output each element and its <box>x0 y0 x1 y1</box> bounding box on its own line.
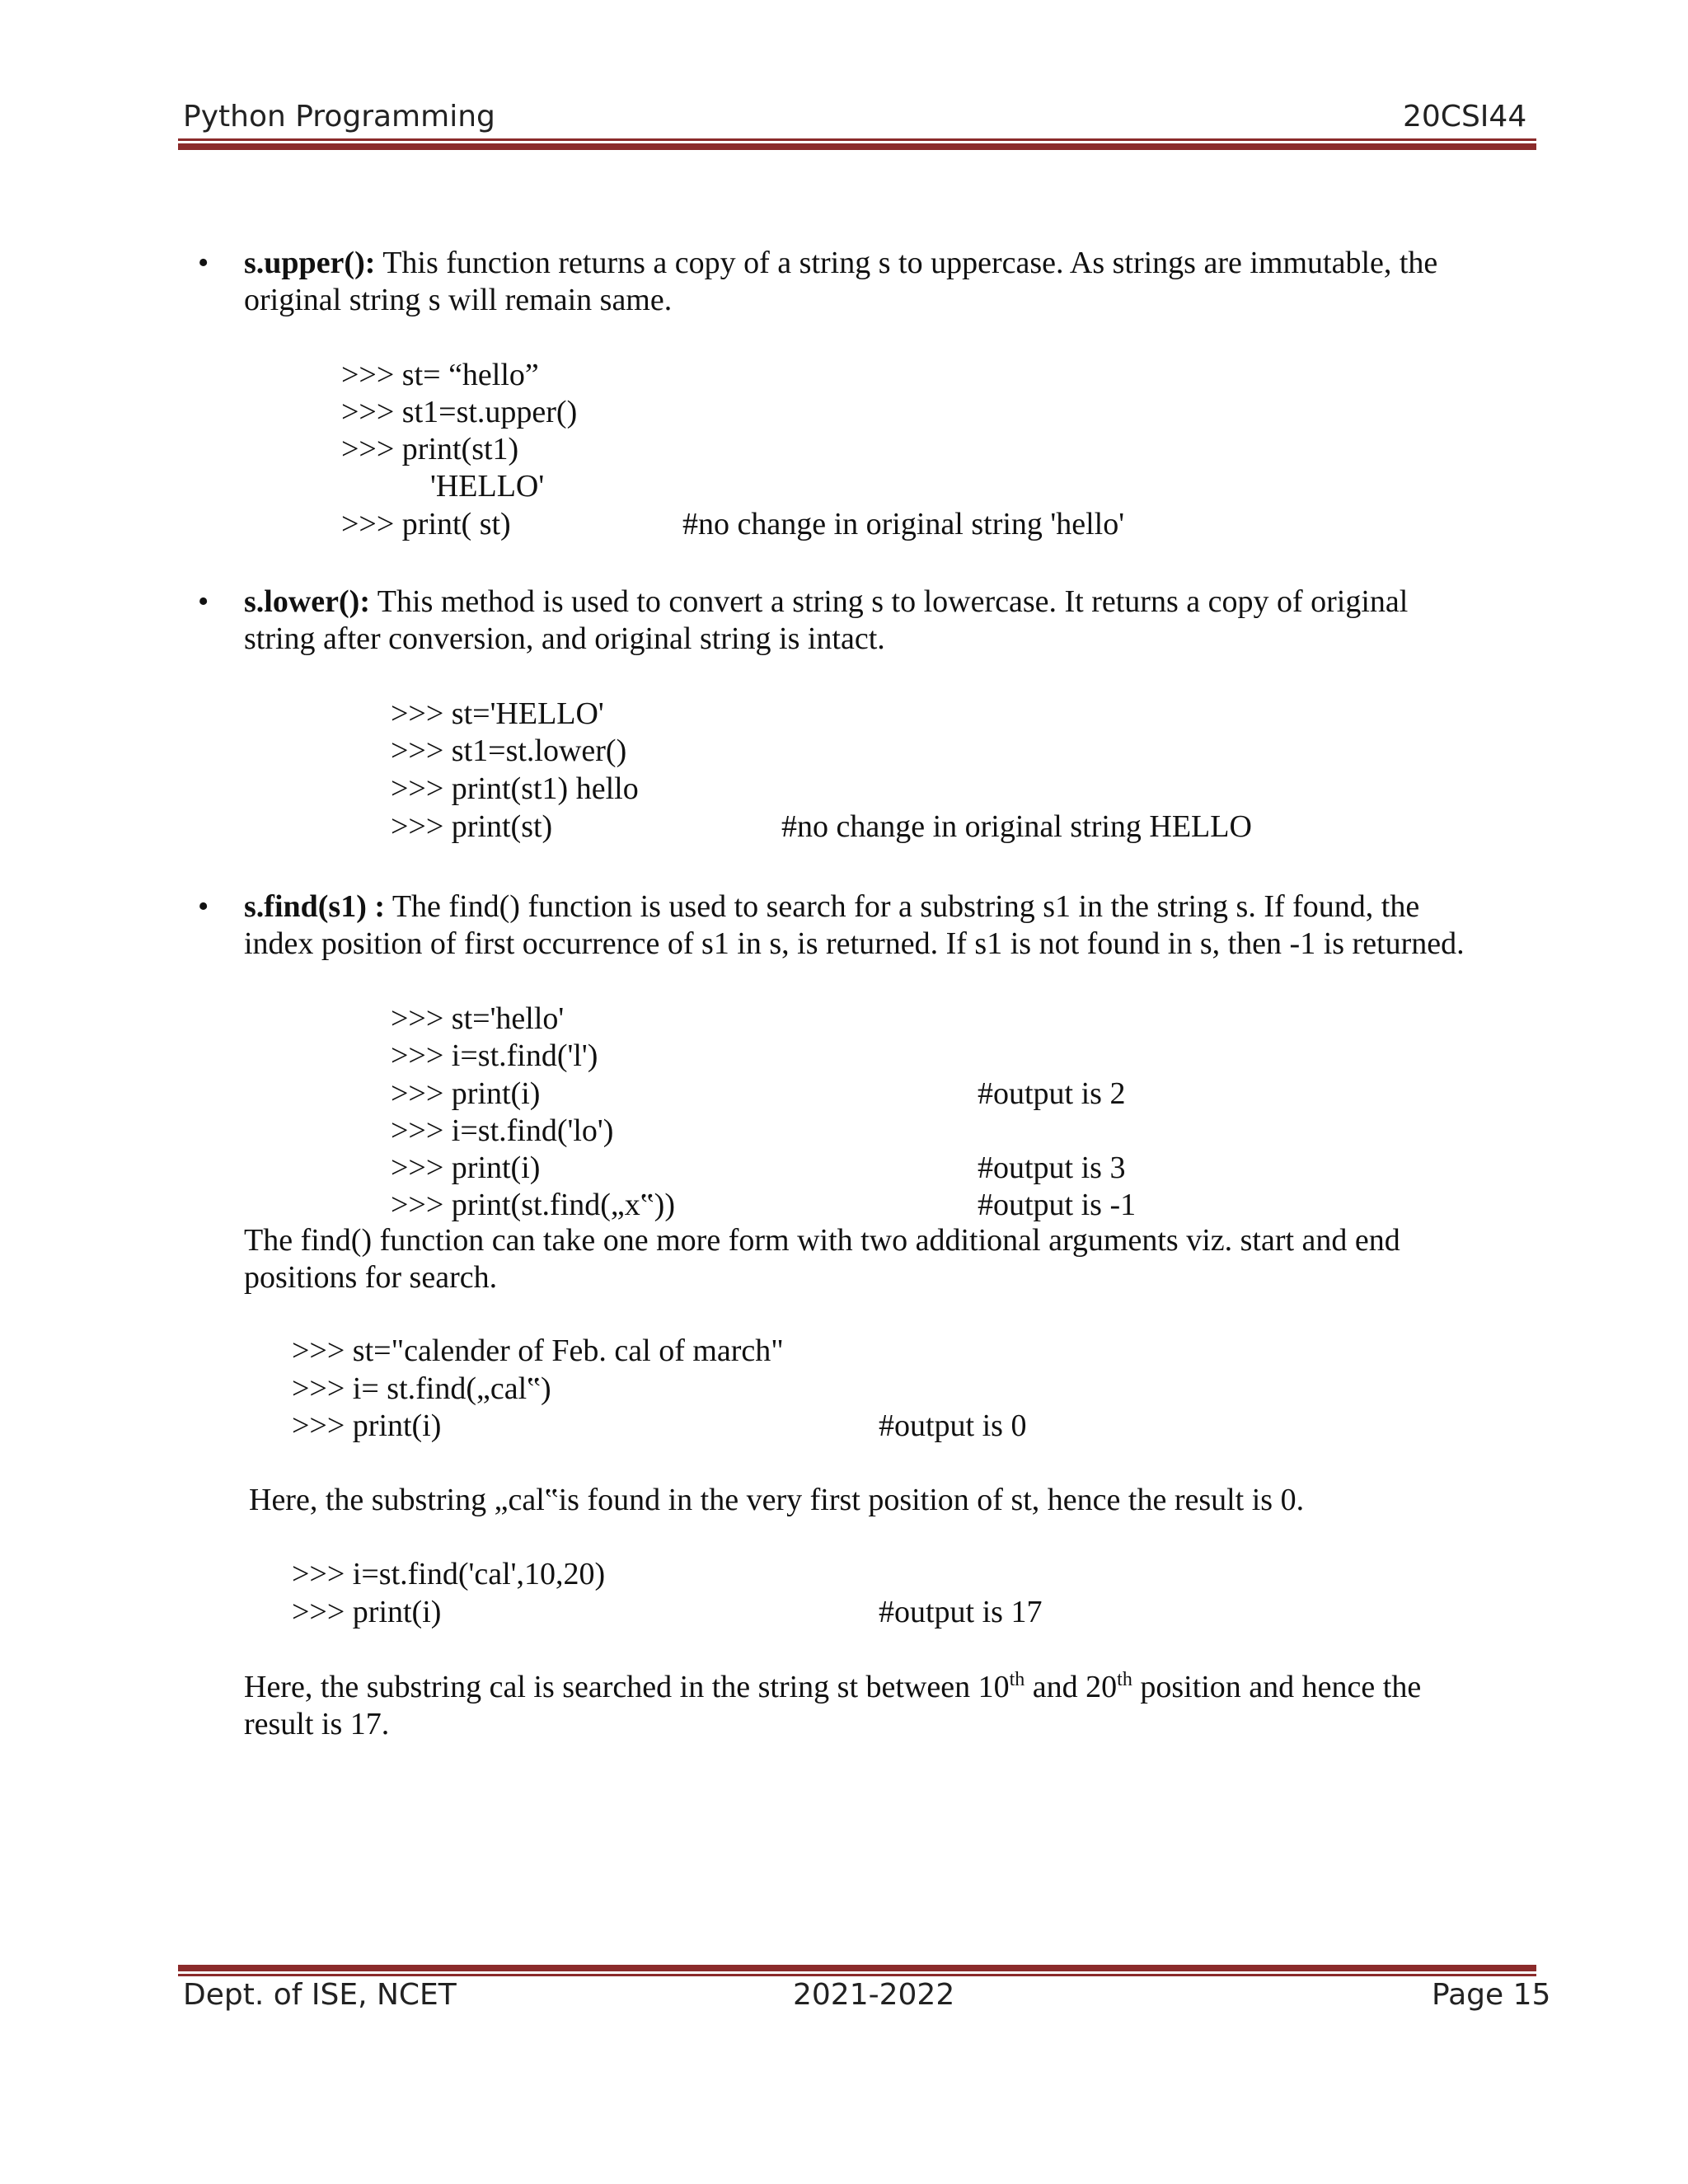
code-line: >>> print(i) <box>292 1408 442 1443</box>
code-comment: #output is 2 <box>978 1076 1126 1111</box>
paragraph: positions for search. <box>244 1260 498 1295</box>
upper-desc-line1: s.upper(): This function returns a copy of a string s to uppercase. As strings are immutable, the <box>244 246 1438 280</box>
lower-desc-line1: s.lower(): This method is used to convert a string s to lowercase. It returns a copy of original <box>244 584 1409 619</box>
code-line: >>> st1=st.lower() <box>391 733 627 768</box>
code-line: >>> st1=st.upper() <box>341 395 578 429</box>
code-line: >>> print(i) <box>391 1151 541 1185</box>
bullet-icon: • <box>198 889 209 924</box>
code-comment: #output is 17 <box>879 1595 1043 1629</box>
footer-page-number: Page 15 <box>1432 1978 1551 2012</box>
code-line: >>> print(st1) <box>341 432 519 466</box>
paragraph: Here, the substring cal is searched in the string st between 10th and 20th position and hence the <box>244 1669 1422 1704</box>
code-line: >>> st= “hello” <box>341 358 539 392</box>
upper-desc-line2: original string s will remain same. <box>244 283 673 317</box>
header-course-code: 20CSI44 <box>1403 100 1527 134</box>
paragraph: The find() function can take one more form with two additional arguments viz. start and end <box>244 1223 1400 1258</box>
upper-term: s.upper(): <box>244 246 376 280</box>
code-line: >>> i=st.find('cal',10,20) <box>292 1557 606 1591</box>
code-comment: #output is 0 <box>879 1408 1027 1443</box>
header-rule-thick <box>178 143 1536 150</box>
code-line: >>> print(st) <box>391 809 553 844</box>
code-line: >>> st="calender of Feb. cal of march" <box>292 1333 784 1368</box>
lower-term: s.lower(): <box>244 584 370 619</box>
code-line: >>> print( st) <box>341 507 511 541</box>
footer-rule-thick <box>178 1965 1536 1971</box>
lower-desc-line2: string after conversion, and original string is intact. <box>244 621 885 656</box>
find-desc-line1: s.find(s1) : The find() function is used to search for a substring s1 in the string s. If found, the <box>244 889 1420 924</box>
code-comment: #no change in original string 'hello' <box>682 507 1125 541</box>
paragraph: result is 17. <box>244 1707 390 1741</box>
footer-rule-thin <box>178 1974 1536 1976</box>
find-desc-line2: index position of first occurrence of s1 in s, is returned. If s1 is not found in s, then -1 is returned. <box>244 926 1465 961</box>
code-comment: #output is -1 <box>978 1188 1137 1222</box>
bullet-icon: • <box>198 246 209 280</box>
code-line: >>> print(i) <box>292 1595 442 1629</box>
paragraph: Here, the substring „cal‟is found in the very first position of st, hence the result is 0. <box>249 1483 1305 1517</box>
header-rule-thin <box>178 138 1536 141</box>
code-line: >>> i= st.find(„cal‟) <box>292 1371 551 1406</box>
code-comment: #no change in original string HELLO <box>781 809 1252 844</box>
code-line: >>> i=st.find('lo') <box>391 1113 614 1148</box>
footer-year: 2021-2022 <box>793 1978 955 2012</box>
code-line: >>> st='HELLO' <box>391 696 604 731</box>
code-line: >>> print(st.find(„x‟)) <box>391 1188 675 1222</box>
bullet-icon: • <box>198 584 209 619</box>
code-line: >>> i=st.find('l') <box>391 1038 598 1073</box>
code-output: 'HELLO' <box>430 469 545 504</box>
find-term: s.find(s1) : <box>244 889 386 924</box>
code-line: >>> st='hello' <box>391 1001 565 1036</box>
footer-department: Dept. of ISE, NCET <box>183 1978 457 2012</box>
code-line: >>> print(i) <box>391 1076 541 1111</box>
header-title: Python Programming <box>183 100 495 134</box>
code-line: >>> print(st1) hello <box>391 771 639 806</box>
code-comment: #output is 3 <box>978 1151 1126 1185</box>
